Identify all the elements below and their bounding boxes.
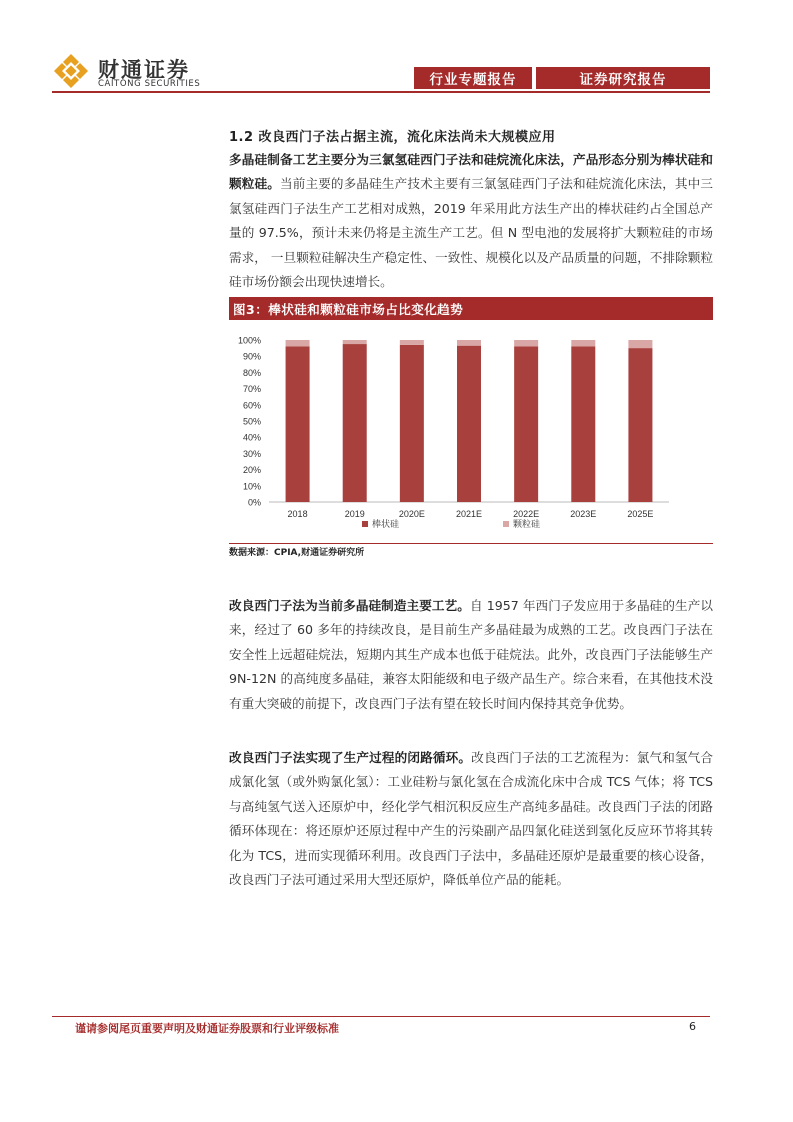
bar-rod-silicon	[343, 344, 367, 502]
securities-report-tag: 证券研究报告	[536, 67, 710, 89]
bar-rod-silicon	[571, 346, 595, 502]
section-heading: 1.2 改良西门子法占据主流，流化床法尚未大规模应用	[229, 130, 556, 145]
paragraph-3-body: 改良西门子法的工艺流程为：氯气和氢气合成氯化氢（或外购氯化氢）：工业硅粉与氯化氢在合成流化床中合成 TCS 气体；将 TCS 与高纯氢气送入还原炉中，经化学气相沉积反应生产高纯多晶硅。改良西门子法的闭路循环体现在：将还原炉还原过程中产生的污染副产品四氯化硅送到氢化反应环节将其转化为 TCS，进而实现循环利用。改良西门子法中，多晶硅还原炉是最重要的核心设备，改良西门子法可通过采用大型还原炉，降低单位产品的能耗。	[229, 750, 714, 888]
paragraph-3-lead: 改良西门子法实现了生产过程的闭路循环。	[229, 750, 472, 765]
paragraph-2	[229, 594, 713, 716]
y-tick-label: 50%	[242, 416, 261, 427]
logo-icon	[52, 52, 90, 90]
bar-rod-silicon	[457, 346, 481, 502]
figure-divider	[229, 543, 713, 544]
market-share-chart	[229, 330, 713, 540]
x-tick-label: 2020E	[398, 509, 425, 519]
x-tick-label: 2019	[344, 509, 365, 519]
chart-svg	[229, 330, 713, 540]
report-type-tabs	[414, 67, 710, 89]
bar-granular-silicon	[514, 340, 538, 346]
bar-granular-silicon	[400, 340, 424, 345]
paragraph-2-lead: 改良西门子法为当前多晶硅制造主要工艺。	[229, 598, 470, 613]
logo-text-cn: 财通证券	[98, 58, 190, 82]
legend-label: 棒状硅	[372, 520, 400, 530]
paragraph-3	[229, 746, 713, 892]
bar-granular-silicon	[286, 340, 310, 346]
header-divider	[52, 91, 710, 93]
y-tick-label: 30%	[242, 448, 261, 459]
x-tick-label: 2025E	[627, 509, 654, 519]
y-tick-label: 100%	[237, 335, 261, 346]
x-tick-label: 2018	[287, 509, 308, 519]
paragraph-1-body: 当前主要的多晶硅生产技术主要有三氯氢硅西门子法和硅烷流化床法，其中三氯氢硅西门子法生产工艺相对成熟，2019 年采用此方法生产出的棒状硅约占全国总产量的 97.5%，预计未来仍将是主流生产工艺。但 N 型电池的发展将扩大颗粒硅的市场需求， 一旦颗粒硅解决生产稳定性、一致性、规模化以及产品质量的问题，不排除颗粒硅市场份额会出现快速增长。	[229, 176, 714, 290]
x-tick-label: 2023E	[570, 509, 597, 519]
bar-granular-silicon	[628, 340, 652, 348]
legend-swatch	[503, 521, 509, 527]
footer-divider	[52, 1016, 710, 1017]
industry-report-tag: 行业专题报告	[414, 67, 532, 89]
figure-source: 数据来源：CPIA,财通证券研究所	[229, 548, 365, 558]
bar-granular-silicon	[571, 340, 595, 346]
y-tick-label: 70%	[242, 384, 261, 395]
paragraph-1	[229, 148, 713, 294]
y-tick-label: 20%	[242, 465, 261, 476]
bar-granular-silicon	[343, 340, 367, 344]
page-number: 6	[689, 1020, 696, 1033]
bar-granular-silicon	[457, 340, 481, 346]
bar-rod-silicon	[400, 345, 424, 502]
x-tick-label: 2021E	[455, 509, 483, 519]
y-tick-label: 40%	[242, 432, 261, 443]
y-tick-label: 10%	[242, 481, 261, 492]
y-tick-label: 60%	[242, 400, 261, 411]
y-tick-label: 90%	[242, 351, 261, 362]
y-tick-label: 0%	[247, 497, 261, 508]
x-tick-label: 2022E	[513, 509, 540, 519]
company-logo	[52, 52, 212, 92]
bar-rod-silicon	[514, 346, 538, 502]
legend-swatch	[362, 521, 368, 527]
legend-label: 颗粒硅	[513, 520, 541, 530]
bar-rod-silicon	[628, 348, 652, 502]
disclaimer-note: 谨请参阅尾页重要声明及财通证券股票和行业评级标准	[75, 1022, 339, 1035]
y-tick-label: 80%	[242, 367, 261, 378]
bar-rod-silicon	[286, 346, 310, 502]
figure-title: 图3：棒状硅和颗粒硅市场占比变化趋势	[229, 297, 713, 320]
paragraph-1-lead: 多晶硅制备工艺主要分为三氯氢硅西门子法和硅烷流化床法，产品形态分别为棒状硅和颗粒硅。	[229, 152, 713, 192]
paragraph-2-body: 自 1957 年西门子发应用于多晶硅的生产以来，经过了 60 多年的持续改良，是目前生产多晶硅最为成熟的工艺。改良西门子法在安全性上远超硅烷法，短期内其生产成本也低于硅烷法。此外，改良西门子法能够生产 9N-12N 的高纯度多晶硅，兼容太阳能级和电子级产品生产。综合来看，在其他技术没有重大突破的前提下，改良西门子法有望在较长时间内保持其竞争优势。	[229, 598, 714, 711]
logo-text-en: CAITONG SECURITIES	[98, 79, 201, 89]
